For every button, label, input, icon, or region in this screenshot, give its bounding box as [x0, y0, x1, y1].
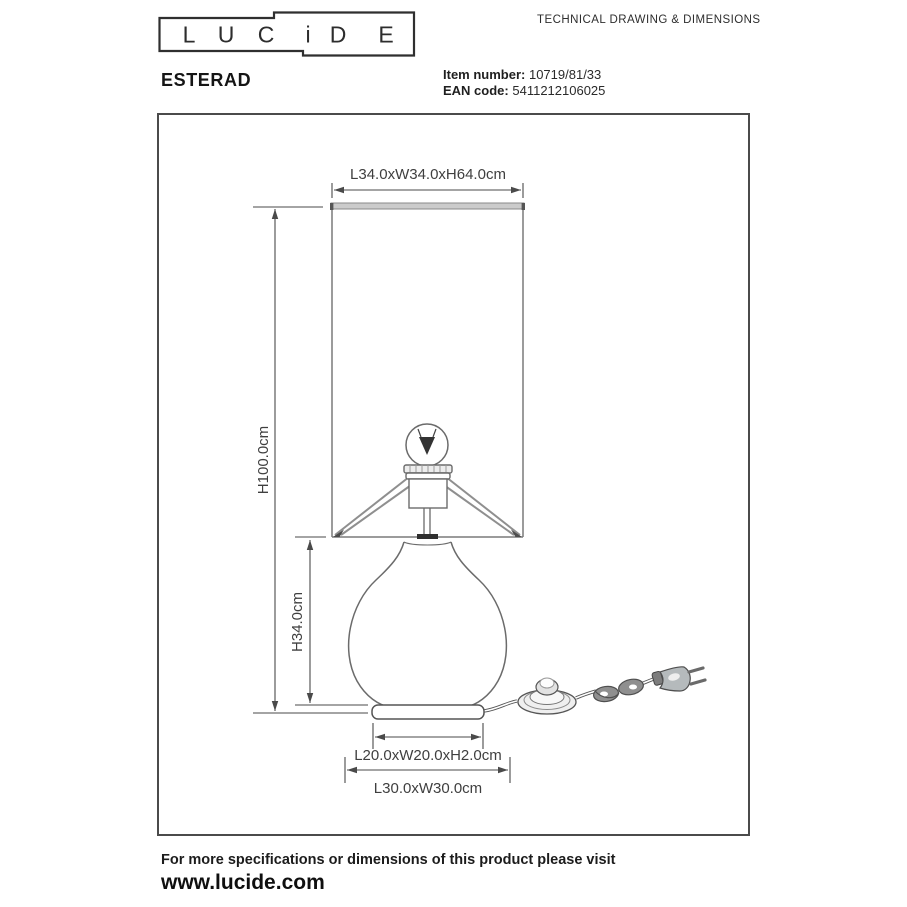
cord-knot [593, 677, 645, 703]
shade-top-rim [331, 203, 524, 209]
foot-switch [518, 678, 576, 714]
lamp-rod [417, 508, 438, 539]
dim-base-footprint-label: L30.0xW30.0cm [373, 780, 483, 797]
dimension-plinth [373, 723, 483, 749]
brand-letter: U [217, 21, 235, 48]
plug-pins [689, 668, 705, 684]
item-number-value: 10719/81/33 [528, 67, 602, 82]
ean-label: EAN code: [443, 83, 509, 98]
dim-base-height-label: H34.0cm [289, 591, 306, 653]
brand-letter: E [378, 21, 394, 48]
website-url[interactable]: www.lucide.com [161, 871, 325, 894]
document-title: TECHNICAL DRAWING & DIMENSIONS [537, 14, 761, 26]
brand-letter: D [329, 21, 347, 48]
dim-shade-label: L34.0xW34.0xH64.0cm [350, 166, 506, 183]
brand-letter: i [305, 21, 311, 48]
brand-letter: C [257, 21, 275, 48]
dimension-shade [332, 183, 523, 198]
bulb-icon [406, 424, 448, 466]
lamp-socket [404, 465, 452, 508]
dim-plinth-label: L20.0xW20.0xH2.0cm [354, 747, 502, 764]
product-name: ESTERAD [161, 70, 252, 90]
dim-total-height-label: H100.0cm [255, 425, 272, 495]
power-plug [652, 667, 705, 691]
brand-letter: L [182, 21, 196, 48]
item-number-label: Item number: [443, 67, 526, 82]
base-plinth [372, 705, 484, 719]
glass-base [349, 542, 507, 707]
ean-value: 5411212106025 [512, 83, 606, 98]
footer-note: For more specifications or dimensions of this product please visit [161, 852, 616, 868]
footer [161, 852, 615, 895]
